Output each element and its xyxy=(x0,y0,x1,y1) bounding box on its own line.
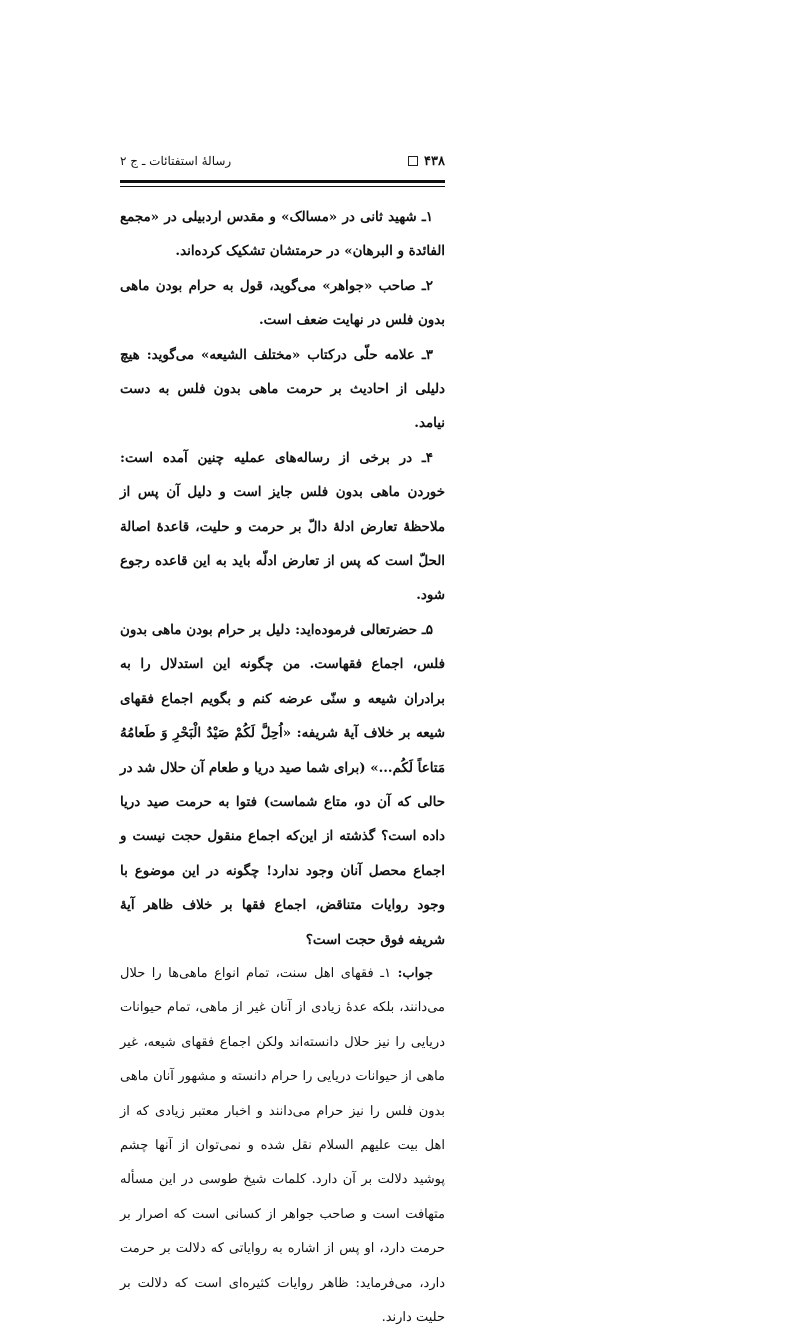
paragraph-4: ۴ـ در برخی از رساله‌های عملیه چنین آمده است: خوردن ماهی بدون فلس جایز است و دلیل آن پس از ملاحظهٔ تعارض ادلهٔ دالّ بر حرمت و حلیت، قاعدهٔ اصالة الحلّ است که پس از تعارض ادلّه باید به این قاعده رجوع شود. xyxy=(120,449,445,604)
page-header xyxy=(120,150,445,172)
page-number-group xyxy=(408,154,445,169)
paragraph-3: ۳ـ علامه حلّی درکتاب «مختلف الشیعه» می‌گوید: هیچ دلیلی از احادیث بر حرمت ماهی بدون فلس به دست نیامد. xyxy=(120,346,445,432)
header-rule-thick xyxy=(120,180,445,183)
square-box-icon xyxy=(408,156,418,166)
paragraph-2: ۲ـ صاحب «جواهر» می‌گوید، قول به حرام بودن ماهی بدون فلس در نهایت ضعف است. xyxy=(120,277,445,329)
paragraph-5: ۵ـ حضرتعالی فرموده‌اید: دلیل بر حرام بودن ماهی بدون فلس، اجماع فقهاست. من چگونه این استدلال را به برادران شیعه و سنّی عرضه کنم و بگویم اجماع فقهای شیعه بر خلاف آیهٔ شریفه: «اُحِلَّ لَکُمْ صَیْدُ الْبَحْرِ وَ طَعامُهُ مَتاعاً لَکُم...» (برای شما صید دریا و طعام آن حلال شد در حالی که آن دو، متاع شماست) فتوا به حرمت صید دریا داده است؟ گذشته از این‌که اجماع منقول حجت نیست و اجماع محصل آنان وجود ندارد! چگونه در این موضوع با وجود روایات متناقض، اجماع فقها بر خلاف ظاهر آیهٔ شریفه فوق حجت است؟ xyxy=(120,621,445,948)
paragraph-1: ۱ـ شهید ثانی در «مسالک» و مقدس اردبیلی در «مجمع الفائدة و البرهان» در حرمتشان تشکیک کرده‌اند. xyxy=(120,209,445,260)
answer-paragraph xyxy=(120,957,445,1335)
header-rule-thin xyxy=(120,186,445,187)
body-text xyxy=(120,200,445,1325)
running-title: رسالهٔ استفتائات ـ ج ۲ xyxy=(120,154,232,168)
answer-text: ۱ـ فقهای اهل سنت، تمام انواع ماهی‌ها را حلال می‌دانند، بلکه عدهٔ زیادی از آنان غیر از ماهی، تمام حیوانات دریایی را نیز حلال دانسته‌اند ولکن اجماع فقهای شیعه، غیر ماهی از حیوانات دریایی را حرام دانسته و مشهور آنان ماهی بدون فلس را نیز حرام می‌دانند و اخبار معتبر زیادی که از اهل بیت علیهم السلام نقل شده و نمی‌توان از آنها چشم پوشید دلالت بر آن دارد. کلمات شیخ طوسی در این مسأله متهافت است و صاحب جواهر از کسانی است که اصرار بر حرمت دارد، او پس از اشاره به روایاتی که دلالت بر حرمت دارد، می‌فرماید: ظاهر روایات کثیره‌ای است که دلالت بر حلیت دارند. xyxy=(120,965,445,1325)
page-number: ۴۳۸ xyxy=(424,153,445,169)
answer-label: جواب: xyxy=(397,965,433,981)
